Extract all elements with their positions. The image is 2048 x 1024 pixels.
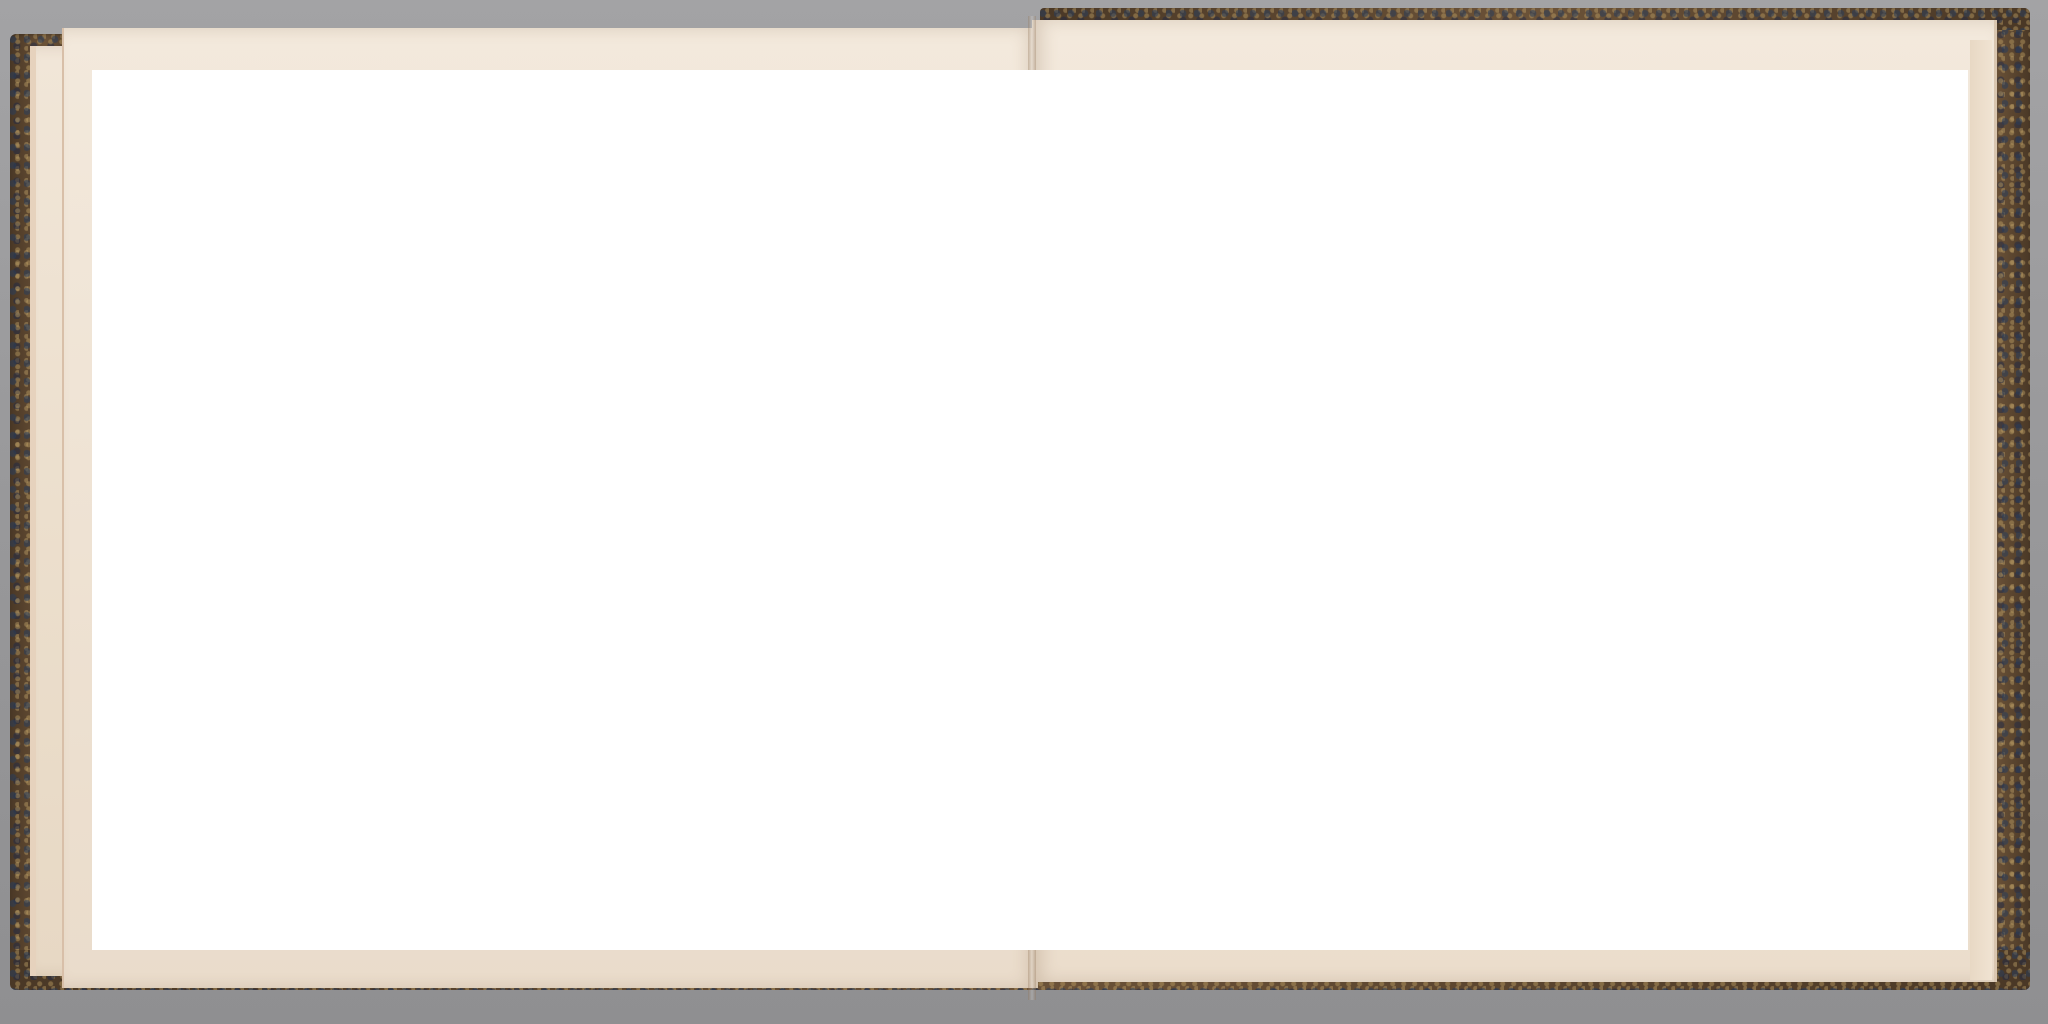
blank-content-panel xyxy=(92,70,1968,950)
right-page-edge xyxy=(1970,40,1992,980)
